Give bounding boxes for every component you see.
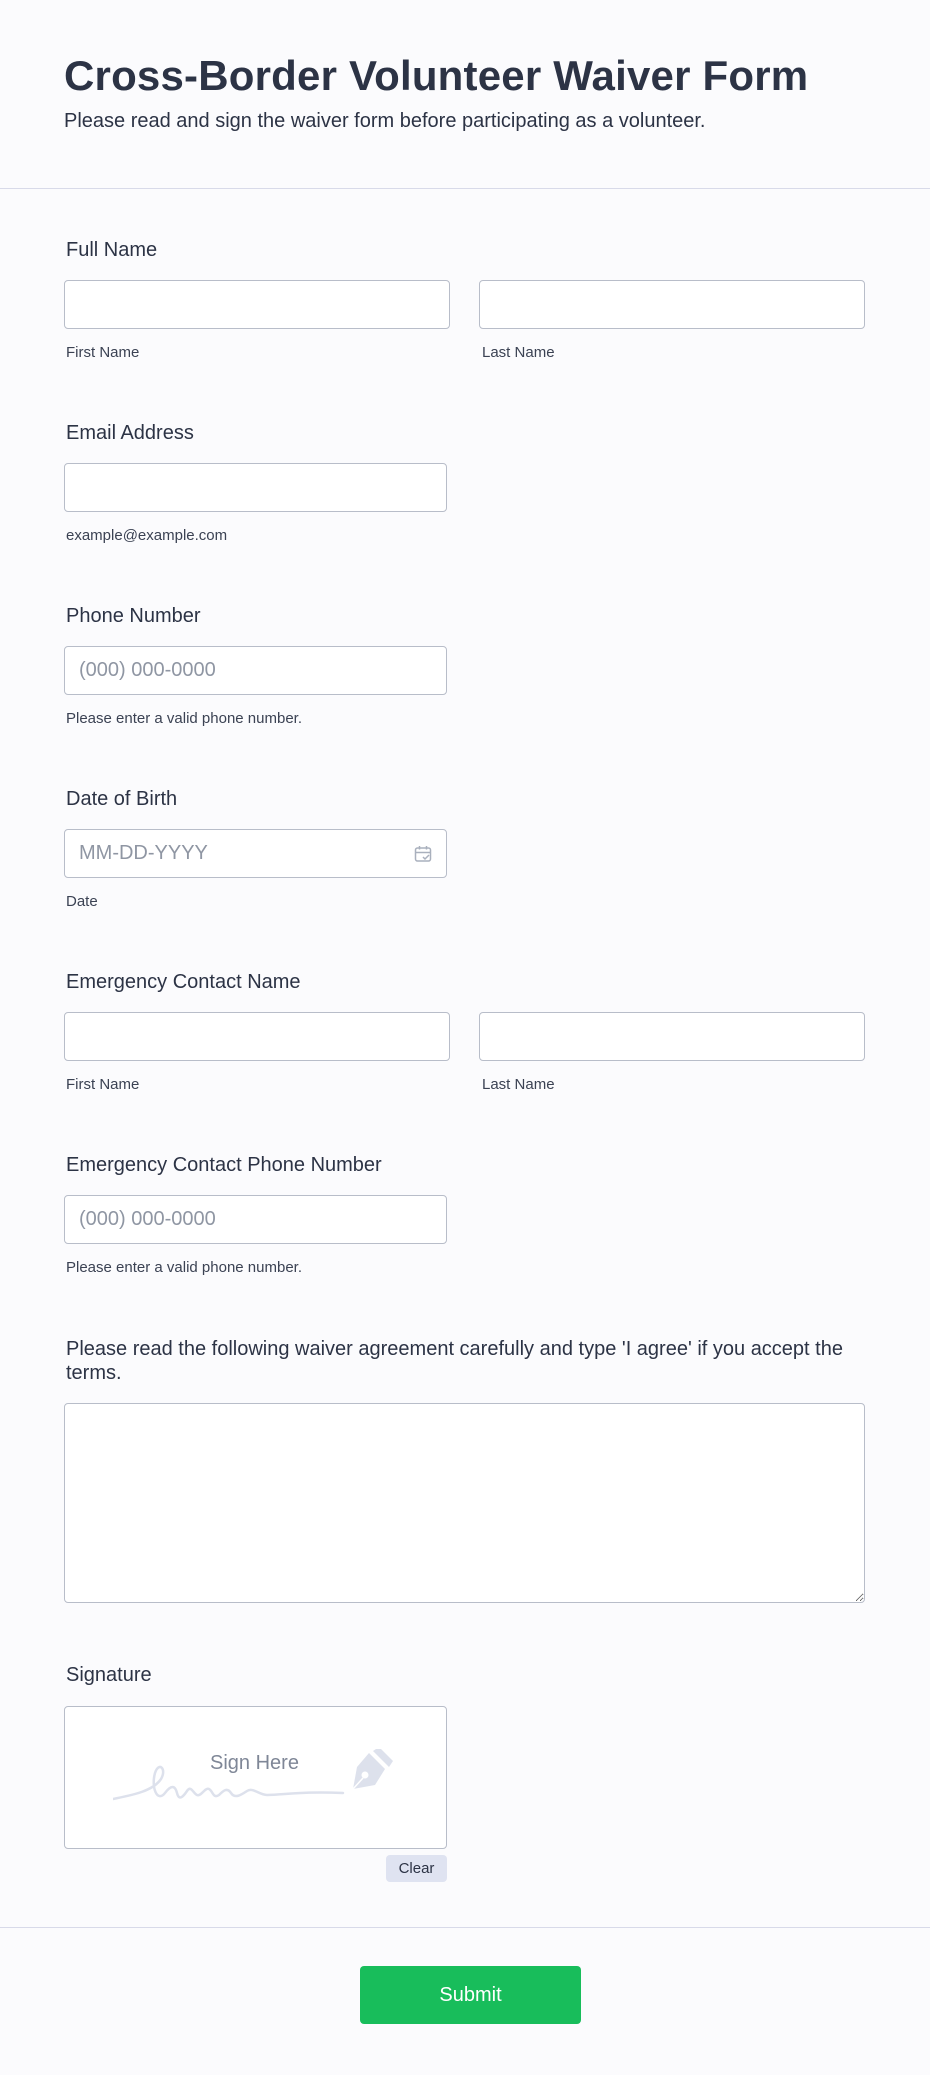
- signature-label: Signature: [66, 1664, 152, 1686]
- first-name-sublabel: First Name: [66, 344, 140, 361]
- email-label: Email Address: [66, 422, 194, 444]
- footer-divider: [0, 1927, 930, 1928]
- signature-pad[interactable]: [64, 1706, 447, 1849]
- email-input[interactable]: [64, 463, 447, 512]
- first-name-input[interactable]: [64, 280, 450, 329]
- phone-sublabel: Please enter a valid phone number.: [66, 710, 302, 727]
- phone-label: Phone Number: [66, 605, 201, 627]
- dob-input[interactable]: [64, 829, 447, 878]
- form-header: [0, 0, 930, 189]
- clear-signature-button[interactable]: Clear: [386, 1855, 447, 1882]
- sign-here-text: Sign Here: [210, 1752, 299, 1774]
- emergency-first-name-sublabel: First Name: [66, 1076, 140, 1093]
- form-subtitle: Please read and sign the waiver form before participating as a volunteer.: [64, 110, 706, 132]
- emergency-phone-input[interactable]: [64, 1195, 447, 1244]
- emergency-phone-label: Emergency Contact Phone Number: [66, 1154, 382, 1176]
- emergency-last-name-input[interactable]: [479, 1012, 865, 1061]
- form-title: Cross-Border Volunteer Waiver Form: [64, 52, 809, 99]
- phone-input[interactable]: [64, 646, 447, 695]
- dob-sublabel: Date: [66, 893, 98, 910]
- last-name-input[interactable]: [479, 280, 865, 329]
- emergency-first-name-input[interactable]: [64, 1012, 450, 1061]
- last-name-sublabel: Last Name: [482, 344, 555, 361]
- submit-button[interactable]: Submit: [360, 1966, 581, 2024]
- waiver-label: Please read the following waiver agreement carefully and type 'I agree' if you accept the terms.: [66, 1338, 843, 1384]
- emergency-name-label: Emergency Contact Name: [66, 971, 301, 993]
- email-sublabel: example@example.com: [66, 527, 228, 544]
- calendar-icon[interactable]: [414, 845, 432, 863]
- emergency-last-name-sublabel: Last Name: [482, 1076, 555, 1093]
- waiver-textarea[interactable]: [64, 1403, 865, 1603]
- dob-label: Date of Birth: [66, 788, 178, 810]
- pen-nib-icon: [347, 1749, 393, 1791]
- emergency-phone-sublabel: Please enter a valid phone number.: [66, 1259, 302, 1276]
- full-name-label: Full Name: [66, 239, 158, 261]
